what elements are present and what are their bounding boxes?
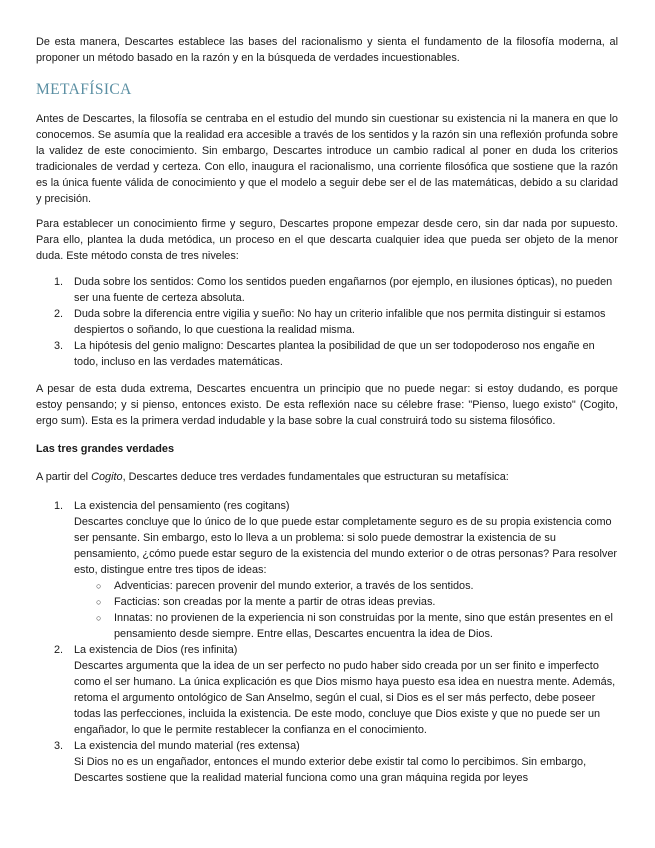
list-item bbox=[36, 642, 618, 738]
list-item-text: La hipótesis del genio maligno: Descartes plantea la posibilidad de que un ser todopoderoso nos engañe en todo, incluso en las verdades matemáticas. bbox=[74, 340, 595, 368]
truth-title: La existencia del pensamiento (res cogitans) bbox=[74, 500, 290, 512]
list-item-text: Innatas: no provienen de la experiencia ni son construidas por la mente, sino que están presentes en el pensamiento desde siempre. Entre ellas, Descartes encuentra la idea de Dios. bbox=[114, 612, 613, 640]
paragraph-three-truths bbox=[36, 469, 618, 485]
truth-body: Si Dios no es un engañador, entonces el mundo exterior debe existir tal como lo percibimos. Sin embargo, Descartes sostiene que la realidad material funciona como una gran máquina regida por leyes bbox=[74, 756, 587, 784]
list-number: 2. bbox=[54, 644, 64, 656]
list-number: 3. bbox=[54, 340, 64, 352]
truths-list bbox=[36, 498, 618, 786]
subheading: Las tres grandes verdades bbox=[36, 443, 175, 455]
list-item bbox=[36, 306, 618, 338]
list-number: 2. bbox=[54, 308, 64, 320]
list-item-text: Facticias: son creadas por la mente a partir de otras ideas previas. bbox=[114, 596, 436, 608]
paragraph-cogito: A pesar de esta duda extrema, Descartes encuentra un principio que no puede negar: si estoy dudando, es porque estoy pensando; y si pienso, entonces existo. De esta reflexión nace su célebre frase: "Pienso, luego existo" (Cogito, ergo sum). Esta es la primera verdad indudable y la base sobre la cual construirá todo su sistema filosófico. bbox=[36, 383, 618, 427]
doubt-levels-list bbox=[36, 274, 618, 370]
truth-body: Descartes concluye que lo único de lo que puede estar completamente seguro es de su propia existencia como ser pensante. Sin embargo, esto lo lleva a un problema: si solo puede demostrar la existencia de su pensamiento, ¿cómo puede estar seguro de la existencia del mundo exterior o de otras personas? Para resolver esto, distingue entre tres tipos de ideas: bbox=[74, 516, 618, 576]
list-item bbox=[36, 274, 618, 306]
list-number: 1. bbox=[54, 500, 64, 512]
document-body bbox=[36, 34, 618, 786]
paragraph-before-descartes: Antes de Descartes, la filosofía se centraba en el estudio del mundo sin cuestionar su existencia ni la manera en que lo conocemos. Se asumía que la realidad era accesible a través de los sentidos y la razón sin una reflexión profunda sobre la validez de este conocimiento. Sin embargo, Descartes introduce un cambio radical al poner en duda los criterios tradicionales de verdad y certeza. Con ello, inaugura el racionalismo, una corriente filosófica que sostiene que la razón es la única fuente válida de conocimiento y que el modelo a seguir debe ser el de las matemáticas, debido a su claridad y precisión. bbox=[36, 113, 618, 205]
list-item bbox=[36, 498, 618, 642]
text-run: , Descartes deduce tres verdades fundamentales que estructuran su metafísica: bbox=[122, 471, 509, 483]
bullet-circle-icon: ○ bbox=[96, 597, 102, 607]
list-item-text: Duda sobre la diferencia entre vigilia y sueño: No hay un criterio infalible que nos permita distinguir si estamos despiertos o soñando, lo que cuestiona la realidad misma. bbox=[74, 308, 606, 336]
truth-title: La existencia del mundo material (res extensa) bbox=[74, 740, 300, 752]
list-item bbox=[36, 738, 618, 786]
section-heading: METAFÍSICA bbox=[36, 81, 132, 98]
paragraph-methodic-doubt: Para establecer un conocimiento firme y seguro, Descartes propone empezar desde cero, sin dar nada por supuesto. Para ello, plantea la duda metódica, un proceso en el que descarta cualquier idea que pueda ser objeto de la menor duda. Este método consta de tres niveles: bbox=[36, 218, 618, 262]
truth-body: Descartes argumenta que la idea de un ser perfecto no pudo haber sido creada por un ser finito e imperfecto como el ser humano. La única explicación es que Dios mismo haya puesto esa idea en nuestra mente. Además, retoma el argumento ontológico de San Anselmo, según el cual, si Dios es el ser más perfecto, debe poseer todas las perfecciones, incluida la existencia. De este modo, concluye que Dios existe y que no puede ser un engañador, lo que le permite restablecer la confianza en el conocimiento. bbox=[74, 660, 616, 736]
list-item-text: Duda sobre los sentidos: Como los sentidos pueden engañarnos (por ejemplo, en ilusiones ópticas), no pueden ser una fuente de certeza absoluta. bbox=[74, 276, 613, 304]
bullet-circle-icon: ○ bbox=[96, 613, 102, 623]
list-item bbox=[74, 578, 618, 594]
list-item bbox=[74, 610, 618, 642]
cogito-emphasis: Cogito bbox=[91, 471, 123, 483]
idea-types-list bbox=[74, 578, 618, 642]
list-number: 3. bbox=[54, 740, 64, 752]
list-item bbox=[36, 338, 618, 370]
intro-paragraph: De esta manera, Descartes establece las bases del racionalismo y sienta el fundamento de la filosofía moderna, al proponer un método basado en la razón y en la búsqueda de verdades incuestionables. bbox=[36, 36, 618, 64]
bullet-circle-icon: ○ bbox=[96, 581, 102, 591]
list-number: 1. bbox=[54, 276, 64, 288]
list-item bbox=[74, 594, 618, 610]
text-run: A partir del bbox=[36, 471, 92, 483]
list-item-text: Adventicias: parecen provenir del mundo exterior, a través de los sentidos. bbox=[114, 580, 474, 592]
truth-title: La existencia de Dios (res infinita) bbox=[74, 644, 238, 656]
